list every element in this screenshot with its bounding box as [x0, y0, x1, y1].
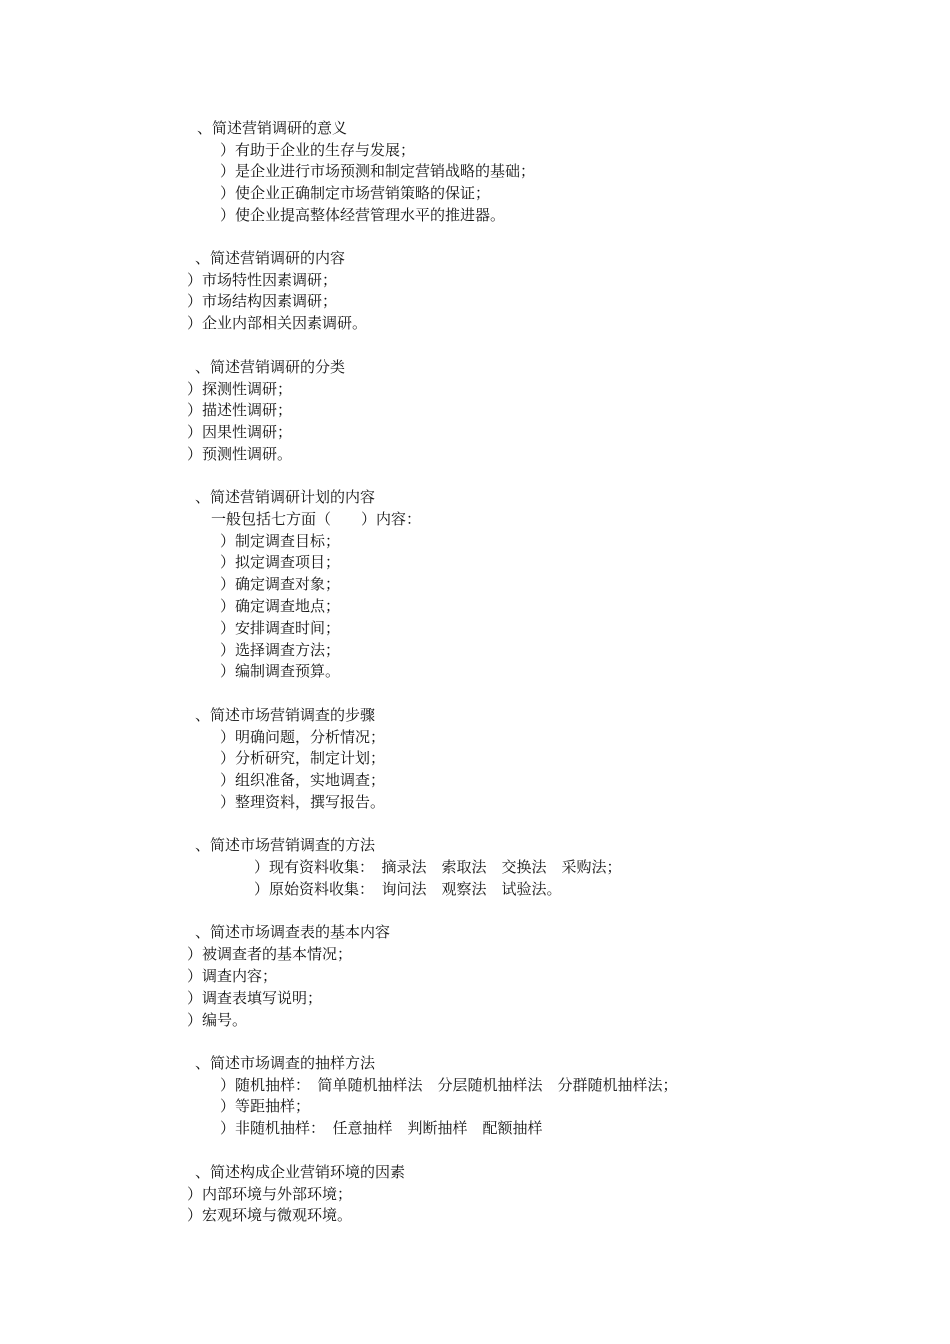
- section-heading: 、简述市场调查的抽样方法: [195, 1054, 376, 1072]
- list-item: ）随机抽样： 简单随机抽样法 分层随机抽样法 分群随机抽样法；: [220, 1076, 678, 1094]
- list-item: ）非随机抽样： 任意抽样 判断抽样 配额抽样: [220, 1119, 543, 1137]
- section-heading: 、简述市场营销调查的方法: [195, 836, 376, 854]
- list-item: ）安排调查时间；: [220, 619, 341, 637]
- list-item: ）被调查者的基本情况；: [187, 945, 353, 963]
- list-item: ）市场特性因素调研；: [187, 271, 338, 289]
- list-item: ）调查表填写说明；: [187, 989, 323, 1007]
- list-item: ）调查内容；: [187, 967, 278, 985]
- list-item: ）现有资料收集： 摘录法 索取法 交换法 采购法；: [254, 858, 622, 876]
- list-item: ）有助于企业的生存与发展；: [220, 141, 416, 159]
- section-intro: 一般包括七方面（ ）内容：: [211, 510, 422, 528]
- list-item: ）编号。: [187, 1011, 248, 1029]
- list-item: ）内部环境与外部环境；: [187, 1185, 353, 1203]
- list-item: ）因果性调研；: [187, 423, 293, 441]
- list-item: ）明确问题，分析情况；: [220, 728, 386, 746]
- list-item: ）确定调查地点；: [220, 597, 341, 615]
- list-item: ）组织准备，实地调查；: [220, 771, 386, 789]
- list-item: ）编制调查预算。: [220, 662, 341, 680]
- section-heading: 、简述营销调研的分类: [195, 358, 346, 376]
- list-item: ）确定调查对象；: [220, 575, 341, 593]
- list-item: ）企业内部相关因素调研。: [187, 314, 368, 332]
- section-heading: 、简述营销调研的意义: [197, 119, 348, 137]
- list-item: ）是企业进行市场预测和制定营销战略的基础；: [220, 162, 536, 180]
- list-item: ）宏观环境与微观环境。: [187, 1206, 353, 1224]
- list-item: ）制定调查目标；: [220, 532, 341, 550]
- list-item: ）拟定调查项目；: [220, 553, 341, 571]
- list-item: ）分析研究，制定计划；: [220, 749, 386, 767]
- section-heading: 、简述构成企业营销环境的因素: [195, 1163, 406, 1181]
- list-item: ）市场结构因素调研；: [187, 292, 338, 310]
- list-item: ）选择调查方法；: [220, 641, 341, 659]
- list-item: ）整理资料，撰写报告。: [220, 793, 386, 811]
- list-item: ）描述性调研；: [187, 401, 293, 419]
- list-item: ）探测性调研；: [187, 380, 293, 398]
- section-heading: 、简述营销调研的内容: [195, 249, 346, 267]
- list-item: ）等距抽样；: [220, 1097, 311, 1115]
- section-heading: 、简述市场调查表的基本内容: [195, 923, 391, 941]
- list-item: ）预测性调研。: [187, 445, 293, 463]
- list-item: ）使企业提高整体经营管理水平的推进器。: [220, 206, 506, 224]
- list-item: ）使企业正确制定市场营销策略的保证；: [220, 184, 491, 202]
- section-heading: 、简述市场营销调查的步骤: [195, 706, 376, 724]
- section-heading: 、简述营销调研计划的内容: [195, 488, 376, 506]
- list-item: ）原始资料收集： 询问法 观察法 试验法。: [254, 880, 562, 898]
